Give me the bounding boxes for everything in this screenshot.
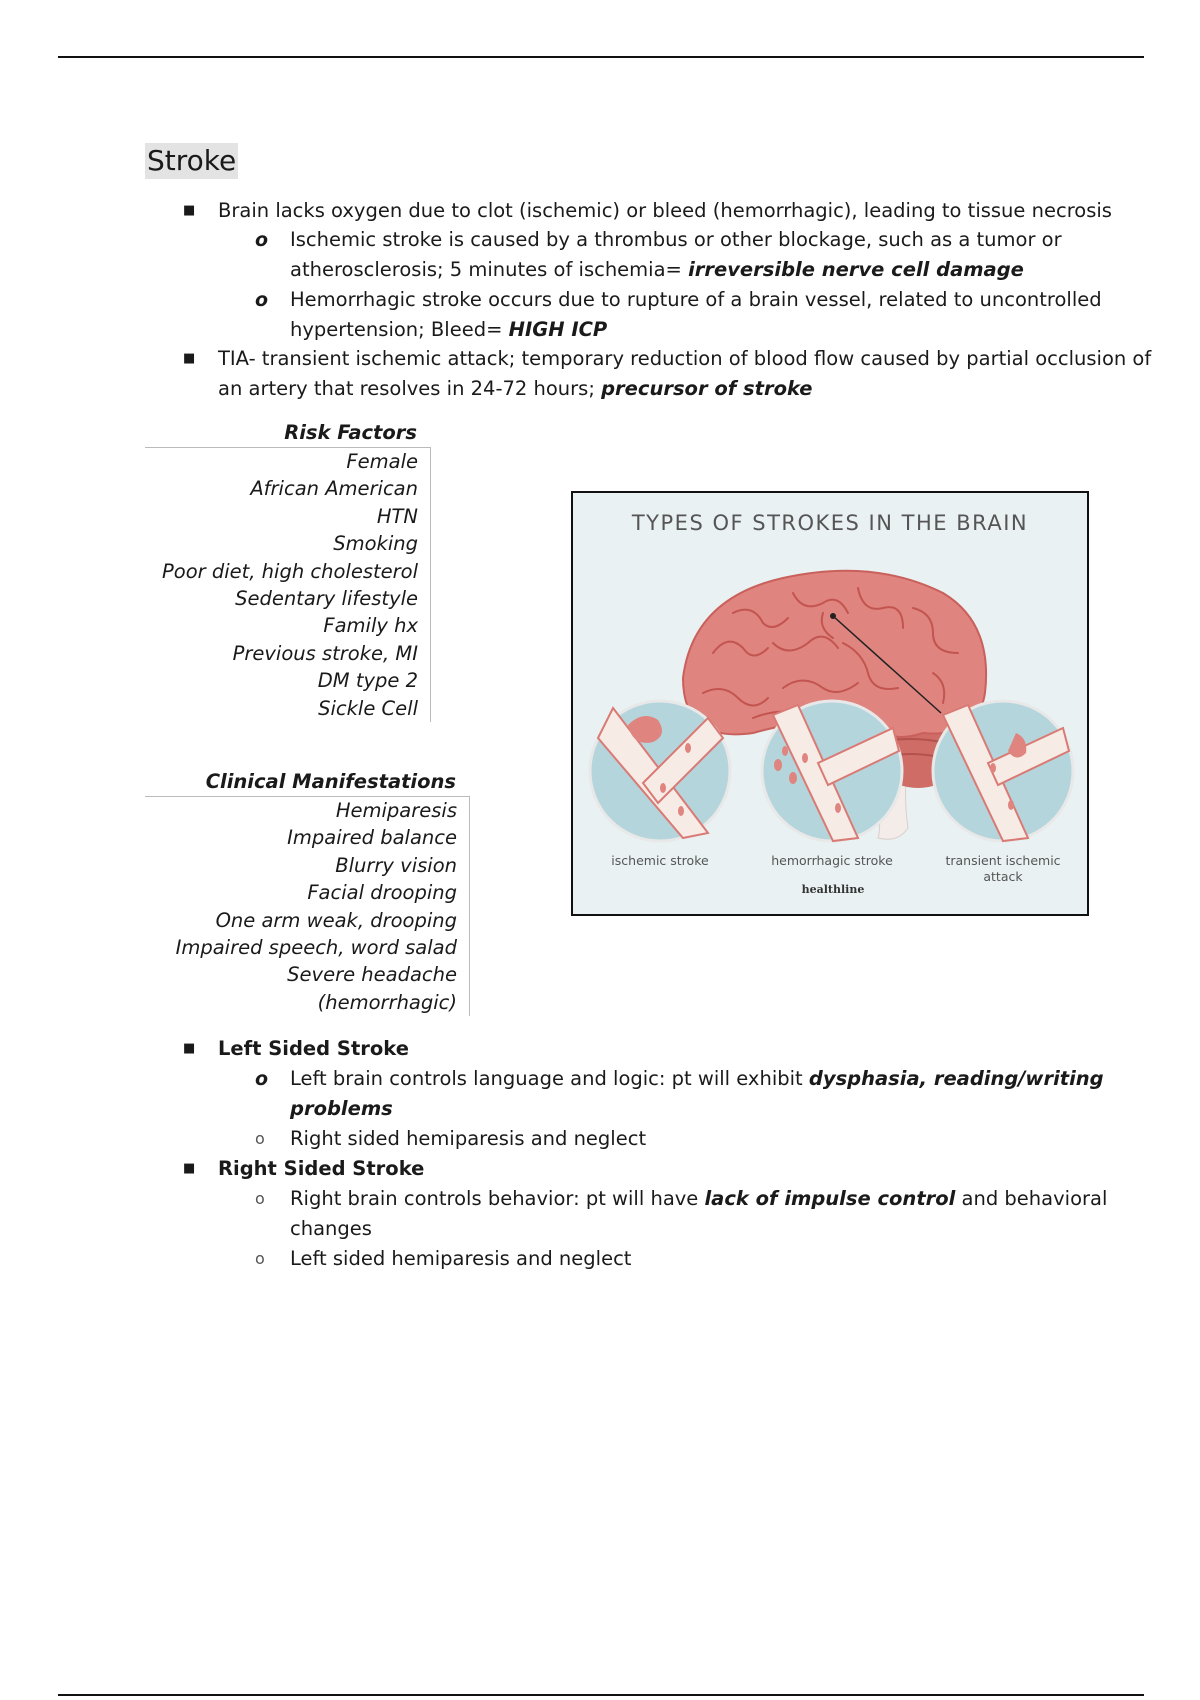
tia-line-1: TIA- transient ischemic attack; temporary reduction of blood flow caused by partial occlusion of	[218, 347, 1152, 370]
precursor-emphasis: precursor of stroke	[601, 377, 813, 400]
risk-factor-item: African American	[250, 477, 418, 501]
bullet-brain-lacks-oxygen: Brain lacks oxygen due to clot (ischemic) or bleed (hemorrhagic), leading to tissue necrosis	[218, 199, 1112, 222]
figure-title: TYPES OF STROKES IN THE BRAIN	[631, 511, 1029, 535]
clinical-item: One arm weak, drooping	[215, 908, 457, 932]
right-brain-line-1: Right brain controls behavior: pt will have lack of impulse control and behavioral	[290, 1187, 1108, 1210]
top-rule	[58, 56, 1144, 58]
stroke-types-figure	[571, 491, 1089, 916]
clinical-item: Impaired speech, word salad	[175, 936, 457, 960]
hemorrhagic-line-1: Hemorrhagic stroke occurs due to rupture of a brain vessel, related to uncontrolled	[290, 288, 1102, 311]
right-hemiparesis: Right sided hemiparesis and neglect	[290, 1127, 647, 1150]
dysphasia-emphasis: dysphasia, reading/writing	[808, 1067, 1104, 1090]
risk-factors-table	[145, 419, 431, 722]
caption-hemorrhagic: hemorrhagic stroke	[771, 853, 893, 868]
risk-factor-item: Female	[346, 450, 418, 473]
clinical-item: Hemiparesis	[335, 799, 457, 822]
bullet-square-icon: ■	[183, 1161, 196, 1176]
left-sided-stroke-heading: Left Sided Stroke	[218, 1037, 409, 1060]
clinical-manifestations-table	[145, 768, 470, 1016]
clinical-item: Impaired balance	[287, 826, 457, 850]
left-brain-line-1: Left brain controls language and logic: pt will exhibit dysphasia, reading/writing	[290, 1067, 1104, 1090]
hemorrhagic-line-2: hypertension; Bleed= HIGH ICP	[290, 318, 608, 341]
risk-factor-item: Poor diet, high cholesterol	[162, 559, 418, 583]
ischemic-line-2: atherosclerosis; 5 minutes of ischemia= irreversible nerve cell damage	[290, 258, 1024, 281]
brain-illustration	[573, 493, 1087, 914]
caption-ischemic: ischemic stroke	[611, 853, 709, 868]
sub-bullet-icon: o	[255, 229, 269, 251]
sub-bullet-icon: o	[255, 1068, 269, 1090]
clinical-manifestations-header: Clinical Manifestations	[205, 770, 456, 793]
left-brain-line-2: problems	[290, 1097, 393, 1120]
brand-logo: healthline	[801, 883, 865, 896]
risk-factor-item: Sickle Cell	[318, 696, 418, 720]
clinical-item: Blurry vision	[335, 853, 457, 877]
right-brain-line-2: changes	[290, 1217, 372, 1240]
risk-factor-item: HTN	[376, 504, 418, 528]
risk-factors-header: Risk Factors	[284, 421, 417, 444]
risk-factor-item: Previous stroke, MI	[232, 641, 418, 665]
impulse-control-emphasis: lack of impulse control	[704, 1187, 956, 1210]
irreversible-damage-emphasis: irreversible nerve cell damage	[688, 258, 1024, 281]
sub-bullet-icon: o	[255, 289, 269, 311]
risk-factor-item: Smoking	[333, 532, 418, 556]
caption-tia: transient ischemic attack	[945, 853, 1061, 884]
right-sided-stroke-heading: Right Sided Stroke	[218, 1157, 425, 1180]
high-icp-emphasis: HIGH ICP	[508, 318, 608, 341]
left-hemiparesis: Left sided hemiparesis and neglect	[290, 1247, 632, 1270]
bullet-square-icon: ■	[183, 351, 196, 366]
sub-bullet-icon: o	[255, 1189, 265, 1208]
clinical-manifestations-body	[145, 796, 470, 1016]
bottom-rule	[58, 1694, 1144, 1696]
risk-factors-body	[145, 447, 431, 722]
sub-bullet-icon: o	[255, 1129, 265, 1148]
bullet-square-icon: ■	[183, 203, 196, 218]
risk-factor-item: Sedentary lifestyle	[235, 587, 418, 611]
page-title: Stroke	[147, 144, 237, 177]
sub-bullet-icon: o	[255, 1249, 265, 1268]
clinical-item: Severe headache (hemorrhagic)	[287, 963, 457, 1014]
clinical-item: Facial drooping	[307, 881, 457, 905]
risk-factor-item: Family hx	[323, 614, 418, 638]
risk-factor-item: DM type 2	[317, 669, 418, 693]
ischemic-line-1: Ischemic stroke is caused by a thrombus or other blockage, such as a tumor or	[290, 228, 1062, 251]
tia-line-2: an artery that resolves in 24-72 hours; precursor of stroke	[218, 377, 813, 400]
bullet-square-icon: ■	[183, 1041, 196, 1056]
